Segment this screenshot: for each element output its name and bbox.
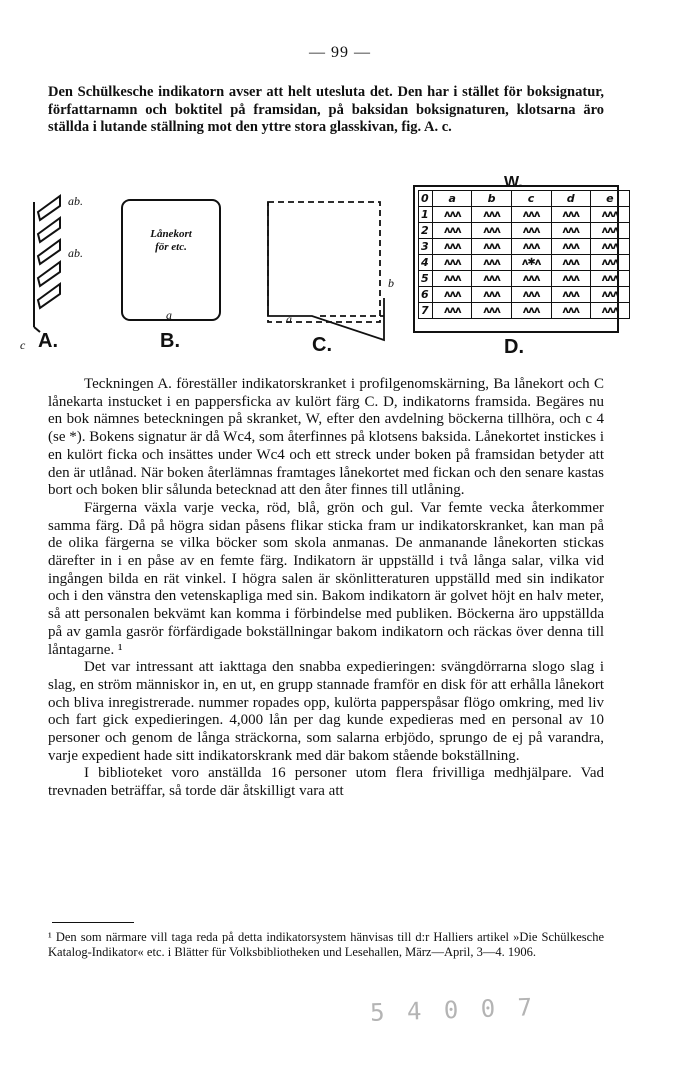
library-stamp: 5 4 0 0 7 bbox=[369, 993, 537, 1027]
grid-cell: ʌʌʌ bbox=[590, 255, 629, 271]
grid-row-number: 7 bbox=[419, 303, 433, 319]
footnote-rule bbox=[52, 922, 134, 923]
grid-cell: ʌʌʌ bbox=[433, 271, 472, 287]
grid-cell: ʌʌʌ bbox=[472, 303, 511, 319]
indicator-grid bbox=[418, 190, 630, 319]
grid-cell: ʌʌʌ bbox=[433, 239, 472, 255]
grid-cell: ʌ✱ʌ bbox=[511, 255, 551, 271]
grid-row bbox=[419, 287, 630, 303]
grid-header-cell: b bbox=[472, 191, 511, 207]
grid-cell: ʌʌʌ bbox=[433, 287, 472, 303]
page-number: — 99 — bbox=[309, 44, 371, 61]
fig-a-ab-top: ab. bbox=[68, 194, 83, 208]
grid-cell: ʌʌʌ bbox=[472, 255, 511, 271]
fig-label-b: B. bbox=[160, 330, 180, 352]
grid-cell: ʌʌʌ bbox=[433, 303, 472, 319]
grid-cell: ʌʌʌ bbox=[472, 223, 511, 239]
grid-header-cell: d bbox=[551, 191, 590, 207]
grid-row bbox=[419, 207, 630, 223]
body-text bbox=[48, 376, 604, 801]
grid-title: W. bbox=[504, 174, 523, 191]
fig-small-c: c bbox=[20, 338, 26, 352]
grid-row bbox=[419, 255, 630, 271]
grid-cell: ʌʌʌ bbox=[433, 207, 472, 223]
grid-cell: ʌʌʌ bbox=[590, 303, 629, 319]
grid-cell: ʌʌʌ bbox=[511, 271, 551, 287]
grid-cell: ʌʌʌ bbox=[472, 207, 511, 223]
grid-cell: ʌʌʌ bbox=[472, 287, 511, 303]
grid-cell: ʌʌʌ bbox=[551, 303, 590, 319]
paragraph-2: Färgerna växla varje vecka, röd, blå, grön och gul. Var femte vecka återkommer samma färg. Då på högra sidan påsens flikar sticka fram ur indikatorskranket, kan man på de olika färgerna se vilka böcker som skola anmanas. De anmanande lånekorten stickas därefter in i en påse av en femte färg. Indikatorn är uppställd i två långa salar, vilka vid ingången bilda en rät vinkel. I högra salen är skönlitteraturen uppställd med sin indikator och i den vänstra den vetenskapliga med sin. Bakom indikatorn är golvet höjt en halv meter, så att personalen bekvämt kan komma i förbindelse med publiken. Böckerna äro uppställda på av gamla gasrör förfärdigade bokställningar bakom indikatorn och räckas över denna till låntagarne. ¹ bbox=[48, 499, 604, 658]
grid-cell: ʌʌʌ bbox=[590, 207, 629, 223]
grid-row-number: 5 bbox=[419, 271, 433, 287]
grid-cell: ʌʌʌ bbox=[590, 271, 629, 287]
grid-cell: ʌʌʌ bbox=[590, 287, 629, 303]
grid-header-cell: c bbox=[511, 191, 551, 207]
fig-label-c: C. bbox=[312, 334, 332, 356]
grid-cell: ʌʌʌ bbox=[551, 287, 590, 303]
footnote: ¹ Den som närmare vill taga reda på detta indikatorsystem hänvisas till d:r Halliers artikel »Die Schülkesche Katalog-Indikator« etc. i Blätter für Volksbibliotheken und Lesehallen, März—April, 3—4. 1906. bbox=[48, 930, 604, 959]
grid-row-number: 3 bbox=[419, 239, 433, 255]
paragraph-3: Det var intressant att iakttaga den snabba expedieringen: svängdörrarna slogo slag i slag, en ström människor in, en ut, en grupp stannade framför en disk för att erhålla lånekort och bliva inregistrerade. nummer ropades opp, kulörta papperspåsar flögo omkring, med liv och fart gick expedieringen. 4,000 lån per dag kunde expedieras med en personal av 10 personer och genom de långa sträckorna, som salarna erbjödo, sprungo de ej på varandra, varje expedient hade sitt indikatorskrank med där bakom stående bokställning. bbox=[48, 659, 604, 764]
grid-row-number: 6 bbox=[419, 287, 433, 303]
fig-c-side-label: b bbox=[388, 276, 394, 290]
grid-header-row bbox=[419, 191, 630, 207]
grid-cell: ʌʌʌ bbox=[472, 239, 511, 255]
grid-row bbox=[419, 239, 630, 255]
grid-cell: ʌʌʌ bbox=[551, 223, 590, 239]
grid-row-number: 2 bbox=[419, 223, 433, 239]
paragraph-4: I biblioteket voro anställda 16 personer utom flera frivilliga medhjälpare. Vad trevnaden beträffar, så torde där åtskilligt vara att bbox=[48, 765, 604, 800]
figure bbox=[20, 172, 630, 372]
fig-c-pocket-label: a bbox=[286, 312, 292, 326]
grid-cell: ʌʌʌ bbox=[551, 239, 590, 255]
grid-cell: ʌʌʌ bbox=[511, 207, 551, 223]
grid-cell: ʌʌʌ bbox=[472, 271, 511, 287]
grid-row-number: 1 bbox=[419, 207, 433, 223]
grid-row bbox=[419, 271, 630, 287]
fig-a-ab-bottom: ab. bbox=[68, 246, 83, 260]
grid-cell: ʌʌʌ bbox=[511, 239, 551, 255]
grid-cell: ʌʌʌ bbox=[433, 223, 472, 239]
grid-cell: ʌʌʌ bbox=[433, 255, 472, 271]
grid-header-cell: a bbox=[433, 191, 472, 207]
grid-row-number: 4 bbox=[419, 255, 433, 271]
paragraph-1: Teckningen A. föreställer indikatorskranket i profilgenomskärning, Ba lånekort och C lånekarta instucket i en pappersficka av kulört färg C. D, indikatorns framsida. Begäres nu en bok nämnes beteckningen på skranket, W, efter den avdelning böckerna tillhöra, och c 4 (se *). Bokens signatur är då Wc4, som återfinnes på klotsens baksida. Lånekortet instickes i en kulört ficka och insättes under Wc4 och ett streck under boken på framsidan betyder att den är utlånad. När boken återlämnas framtages lånekortet med fickan och den senare kastas bort och boken blir sålunda betecknad att den åter finnes till utlåning. bbox=[48, 376, 604, 499]
grid-cell: ʌʌʌ bbox=[511, 303, 551, 319]
fig-b-card-line2: för etc. bbox=[155, 241, 187, 253]
fig-label-a: A. bbox=[38, 330, 58, 352]
grid-header-cell: 0 bbox=[419, 191, 433, 207]
grid-cell: ʌʌʌ bbox=[590, 223, 629, 239]
grid-row bbox=[419, 303, 630, 319]
grid-cell: ʌʌʌ bbox=[551, 271, 590, 287]
intro-paragraph: Den Schülkesche indikatorn avser att helt utesluta det. Den har i stället för boksignatur, författarnamn och boktitel på framsidan, på baksidan boksignaturen, klotsarna äro ställda i lutande ställning mot den yttre stora glasskivan, fig. A. c. bbox=[48, 84, 604, 135]
grid-cell: ʌʌʌ bbox=[551, 207, 590, 223]
grid-cell: ʌʌʌ bbox=[511, 287, 551, 303]
grid-cell: ʌʌʌ bbox=[590, 239, 629, 255]
fig-label-d: D. bbox=[504, 336, 524, 358]
grid-header-cell: e bbox=[590, 191, 629, 207]
grid-row bbox=[419, 223, 630, 239]
fig-a-blocks bbox=[34, 196, 60, 332]
grid-cell: ʌʌʌ bbox=[511, 223, 551, 239]
grid-cell: ʌʌʌ bbox=[551, 255, 590, 271]
fig-b-card bbox=[122, 200, 220, 320]
fig-b-pocket-label: a bbox=[166, 308, 172, 322]
fig-b-card-line1: Lånekort bbox=[150, 228, 192, 240]
fig-b-card-text bbox=[124, 228, 218, 254]
